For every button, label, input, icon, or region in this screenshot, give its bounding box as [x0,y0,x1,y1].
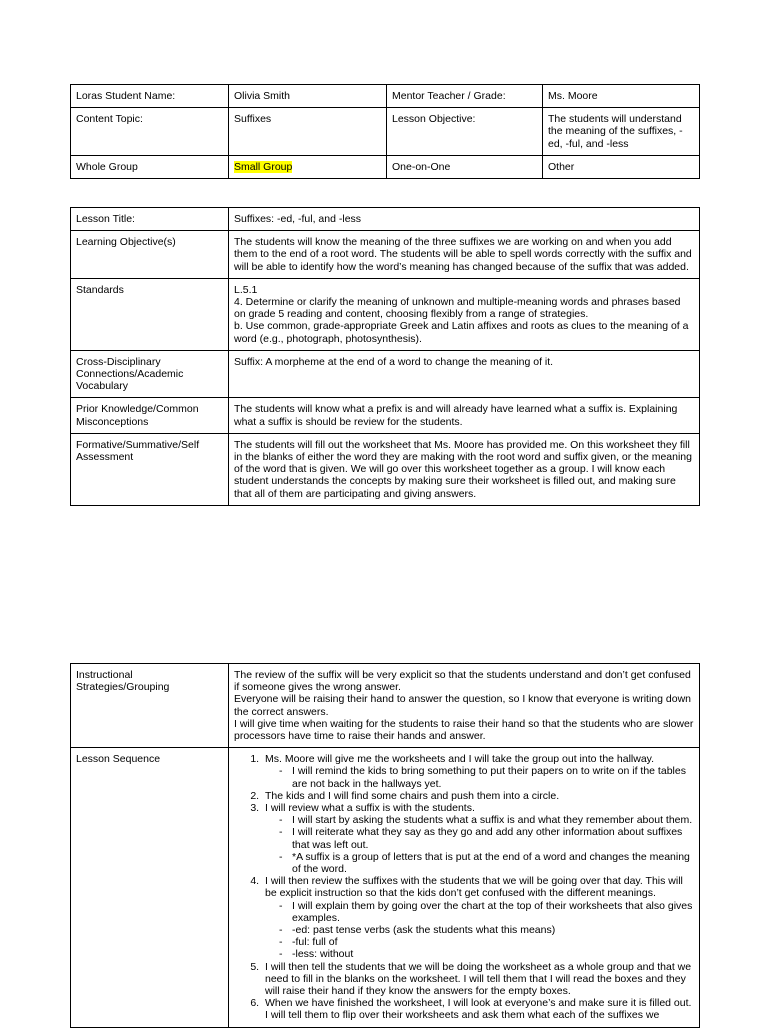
lesson-sequence-list [234,753,694,1021]
standards-label: Standards [71,278,229,350]
sequence-substep: - -ful: full of [279,936,694,948]
strategy-line: The review of the suffix will be very explicit so that the students understand and don’t get confused if someone gives the wrong answer. [234,669,691,694]
assessment-label: Formative/Summative/Self Assessment [71,433,229,505]
lesson-title-label: Lesson Title: [71,208,229,231]
lesson-objective-label: Lesson Objective: [387,108,543,156]
sequence-step-text: When we have finished the worksheet, I will look at everyone’s and make sure it is filled out. I will tell them to flip over their worksheets and ask them what each of the suffixes we [265,997,692,1022]
grouping-small-group [229,155,387,178]
sequence-substep: - -less: without [279,948,694,960]
table-row [71,108,700,156]
grouping-whole-group: Whole Group [71,155,229,178]
assessment-value: The students will fill out the worksheet that Ms. Moore has provided me. On this worksheet they fill in the blanks of either the word they are making with the root word and suffix given, or the meaning of the word that is given. We will go over this worksheet together as a group. I will know each student understands the concepts by making sure their worksheet is filled out, and making sure that all of them are participating and giving answers. [229,433,700,505]
sequence-step-text: I will then review the suffixes with the students that we will be going over that day. This will be explicit instruction so that the kids don’t get confused with the different meanings. [265,875,683,900]
mentor-teacher-value: Ms. Moore [543,85,700,108]
table-row [71,231,700,279]
sequence-substep: - *A suffix is a group of letters that is put at the end of a word and changes the meaning of the word. [279,851,694,875]
content-topic-value: Suffixes [229,108,387,156]
grouping-one-on-one: One-on-One [387,155,543,178]
sequence-step-text: Ms. Moore will give me the worksheets and I will take the group out into the hallway. [265,753,655,766]
sequence-substep: - I will explain them by going over the chart at the top of their worksheets that also gives examples. [279,900,694,924]
sequence-step [262,961,694,998]
table-row [71,85,700,108]
sequence-step [262,875,694,960]
lesson-title-value: Suffixes: -ed, -ful, and -less [229,208,700,231]
table-row [71,398,700,433]
instruction-table [70,663,700,1028]
lesson-objective-value: The students will understand the meaning of the suffixes, -ed, -ful, and -less [543,108,700,156]
sequence-step [262,802,694,875]
sequence-step-text: I will review what a suffix is with the students. [265,802,475,815]
lesson-sequence-label: Lesson Sequence [71,748,229,1027]
cross-disciplinary-label: Cross-Disciplinary Connections/Academic Vocabulary [71,350,229,398]
prior-knowledge-value: The students will know what a prefix is and will already have learned what a suffix is. Explaining what a suffix is should be review for the students. [229,398,700,433]
sequence-substep: - I will reiterate what they say as they go and add any other information about suffixes that was left out. [279,826,694,850]
strategy-line: I will give time when waiting for the students to raise their hand so that the students who are slower processors have time to raise their hands and answer. [234,717,694,743]
learning-objective-label: Learning Objective(s) [71,231,229,279]
standards-line: L.5.1 [234,283,258,296]
mentor-teacher-label: Mentor Teacher / Grade: [387,85,543,108]
sequence-step-text: The kids and I will find some chairs and push them into a circle. [265,789,560,802]
sequence-step [262,753,694,790]
standards-value [229,278,700,350]
cross-disciplinary-value: Suffix: A morpheme at the end of a word to change the meaning of it. [229,350,700,398]
sequence-step-text: I will then tell the students that we will be doing the worksheet as a whole group and that we need to fill in the blanks on the worksheet. I will tell them that I will read the boxes and they will raise their hand if they know the answers for the empty boxes. [265,960,692,998]
content-topic-label: Content Topic: [71,108,229,156]
table-row [71,350,700,398]
table-row [71,208,700,231]
sequence-substep: - I will start by asking the students what a suffix is and what they remember about them. [279,814,694,826]
instructional-strategies-label: Instructional Strategies/Grouping [71,664,229,748]
standards-line: 4. Determine or clarify the meaning of unknown and multiple-meaning words and phrases based on grade 5 reading and content, choosing flexibly from a range of strategies. [234,296,681,321]
sequence-step [262,790,694,802]
table-row [71,433,700,505]
sequence-substep: - -ed: past tense verbs (ask the students what this means) [279,924,694,936]
instructional-strategies-value [229,664,700,748]
header-table [70,84,700,179]
standards-line: b. Use common, grade-appropriate Greek and Latin affixes and roots as clues to the meaning of a word (e.g., photograph, photosynthesis). [234,320,689,345]
sequence-step [262,997,694,1021]
learning-objective-value: The students will know the meaning of the three suffixes we are working on and when you add them to the end of a root word. The students will be able to spell words correctly with the suffix and will be able to identify how the word’s meaning has changed because of the suffix that was added. [229,231,700,279]
lesson-sequence-value [229,748,700,1027]
table-row [71,278,700,350]
grouping-other: Other [543,155,700,178]
table-row [71,664,700,748]
small-group-highlight: Small Group [234,160,293,173]
student-name-label: Loras Student Name: [71,85,229,108]
table-row [71,748,700,1027]
sequence-substep: - I will remind the kids to bring something to put their papers on to write on if the tables are not back in the hallways yet. [279,765,694,789]
strategy-line: Everyone will be raising their hand to answer the question, so I know that everyone is writing down the correct answers. [234,693,691,718]
table-row [71,155,700,178]
lesson-table [70,207,700,506]
student-name-value: Olivia Smith [229,85,387,108]
prior-knowledge-label: Prior Knowledge/Common Misconceptions [71,398,229,433]
